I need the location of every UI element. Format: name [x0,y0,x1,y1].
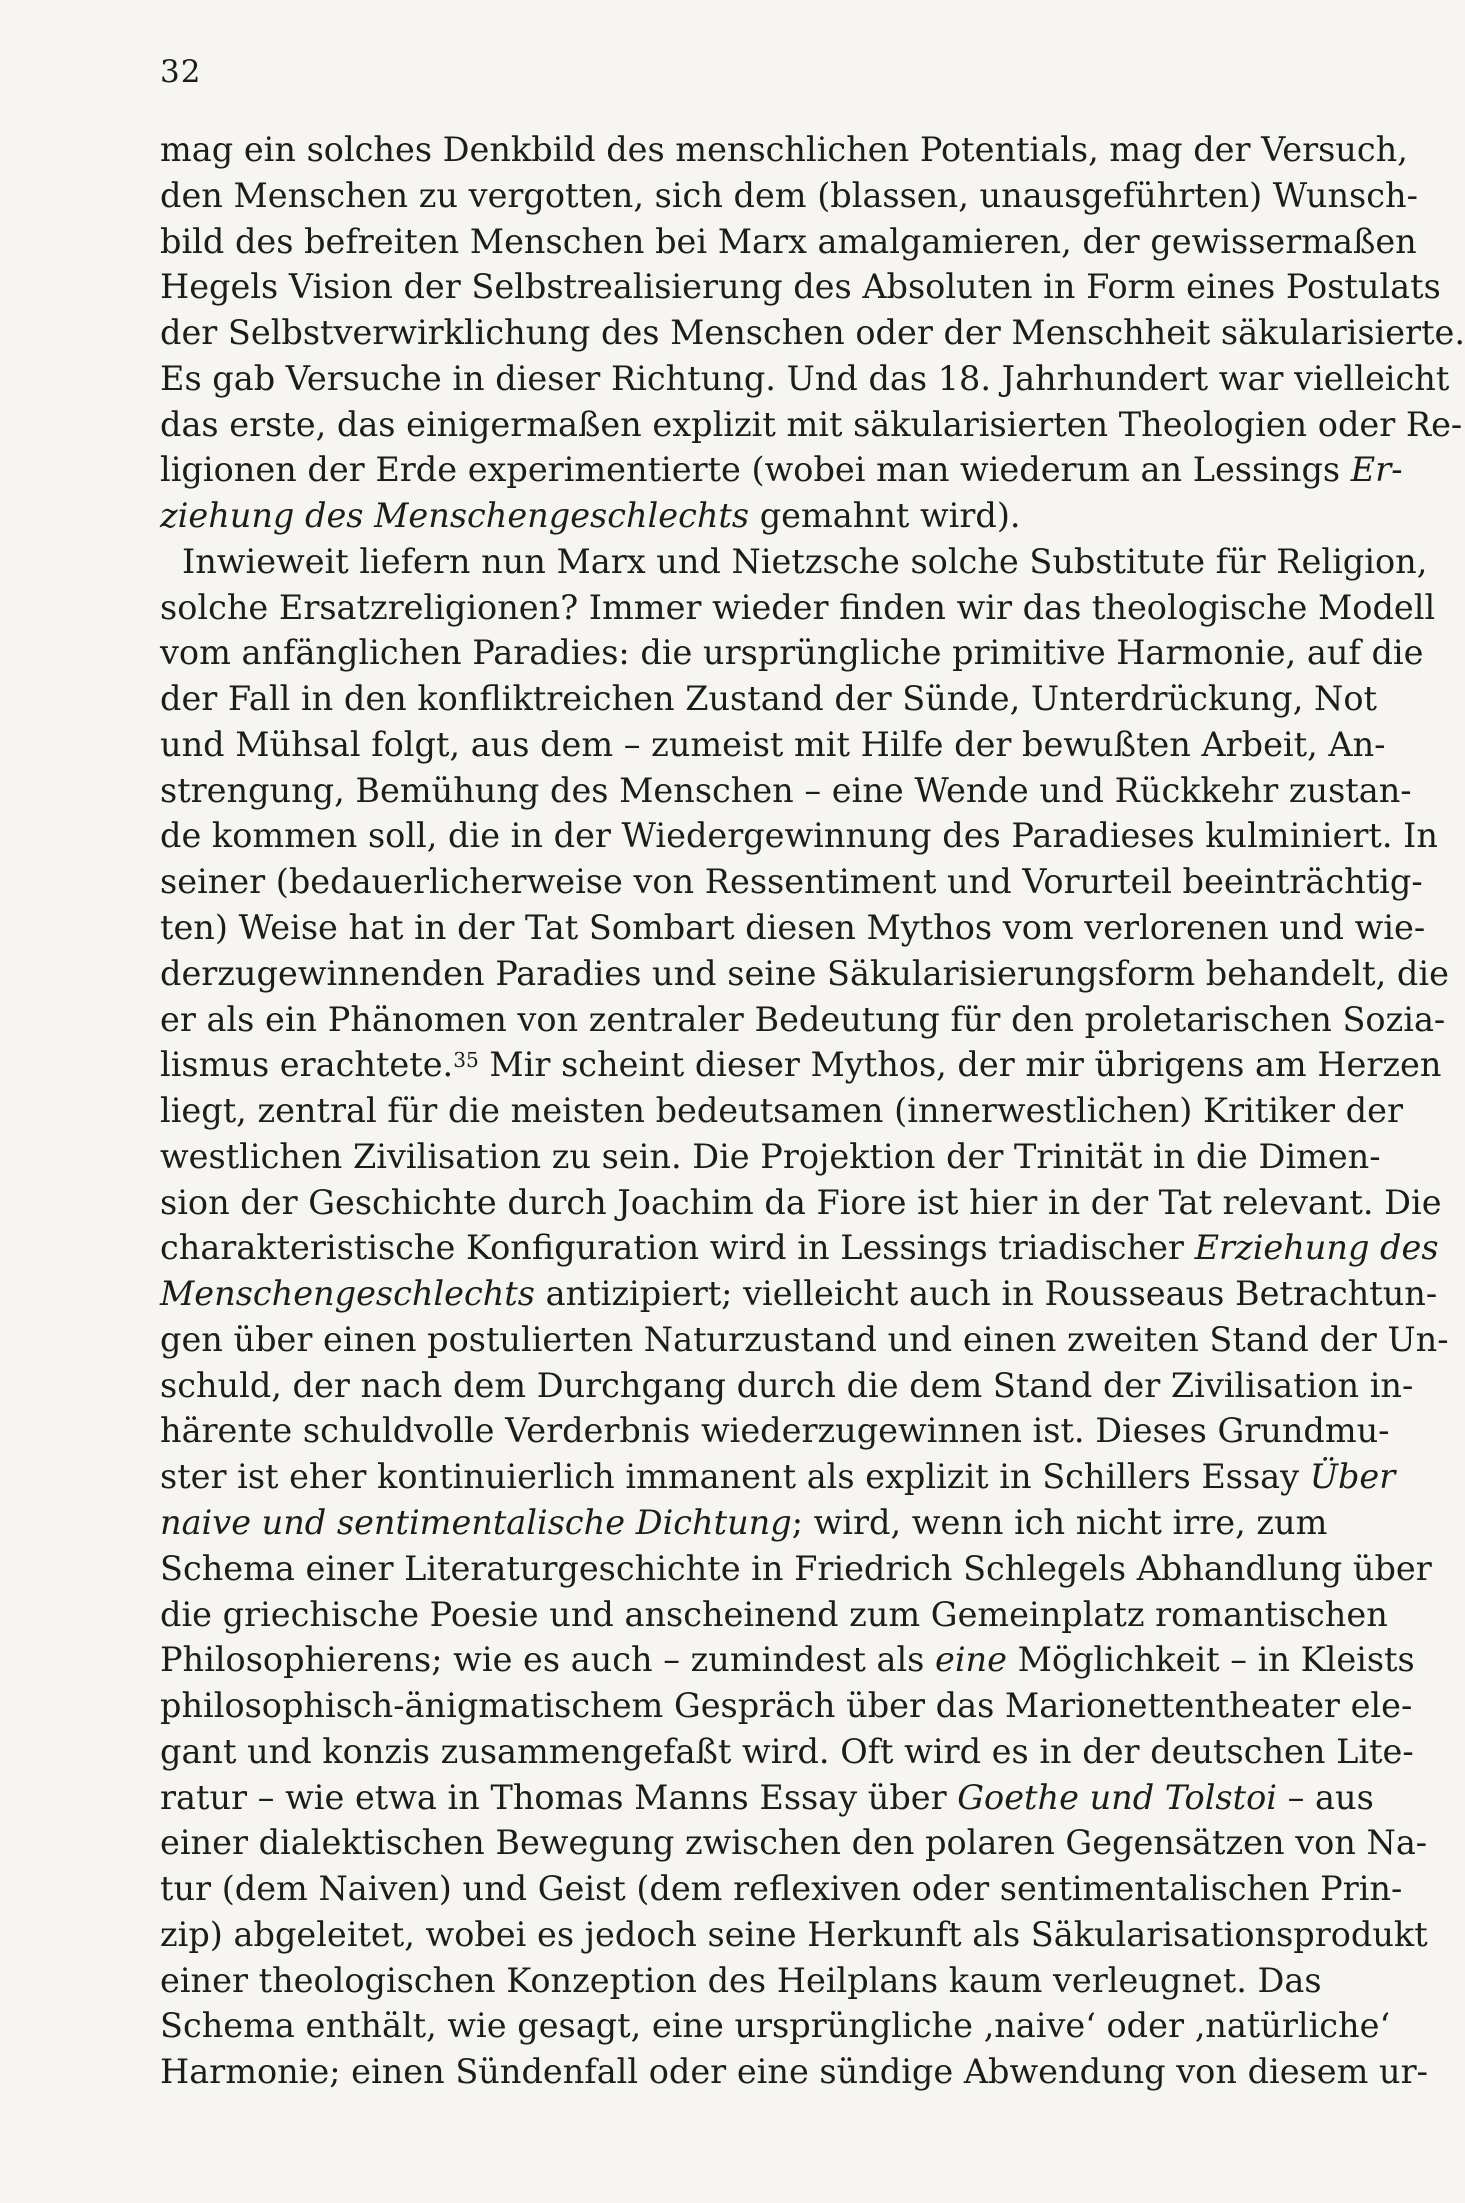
text-line [160,951,1449,997]
text-segment: mag ein solches Denkbild des menschlichen Potentials, mag der Versuch, [160,130,1408,169]
text-segment: ten) Weise hat in der Tat Sombart diesen Mythos vom verlorenen und wie- [160,908,1426,948]
text-line [160,722,1386,768]
text-line [160,539,1428,585]
text-line [160,2003,1391,2049]
text-line [160,1637,1415,1683]
text-segment: solche Ersatzreligionen? Immer wieder finden wir das theologische Modell [160,587,1436,627]
text-line [160,1408,1390,1454]
text-line [160,1363,1414,1409]
text-line [160,1134,1381,1180]
text-segment: den Menschen zu vergotten, sich dem (blassen, unausgeführten) Wunsch- [160,175,1418,215]
text-segment: ster ist eher kontinuierlich immanent als explizit in Schillers Essay [160,1457,1310,1497]
text-line [160,1088,1403,1134]
text-segment: bild des befreiten Menschen bei Marx amalgamieren, der gewissermaßen [160,221,1417,261]
text-line [160,447,1403,493]
text-line [160,1042,1442,1088]
text-segment: und Mühsal folgt, aus dem – zumeist mit Hilfe der bewußten Arbeit, An- [160,724,1386,764]
page-number: 32 [160,54,202,90]
text-segment: liegt, zentral für die meisten bedeutsamen (innerwestlichen) Kritiker der [160,1091,1403,1131]
text-line [160,1180,1442,1226]
text-segment: er als ein Phänomen von zentraler Bedeutung für den proletarischen Sozia- [160,999,1446,1039]
italic-text: Erziehung des [1194,1228,1439,1268]
text-line [160,676,1377,722]
text-segment: – aus [1276,1777,1374,1817]
text-line [160,1271,1438,1317]
text-line [160,173,1418,219]
text-segment: die griechische Poesie und anscheinend zum Gemeinplatz romantischen [160,1594,1388,1634]
text-line [160,2049,1428,2095]
text-segment: gen über einen postulierten Naturzustand und einen zweiten Stand der Un- [160,1319,1449,1359]
text-segment: charakteristische Konfiguration wird in Lessings triadischer [160,1228,1195,1268]
text-segment: vom anfänglichen Paradies: die ursprüngliche primitive Harmonie, auf die [160,633,1424,673]
text-segment: lismus erachtete. [160,1045,454,1085]
text-segment: philosophisch-änigmatischem Gespräch über das Marionettentheater ele- [160,1686,1413,1726]
text-line [160,356,1450,402]
text-segment: seiner (bedauerlicherweise von Ressentiment und Vorurteil beeinträchtig- [160,862,1423,902]
text-line [160,493,1310,539]
text-segment: der Selbstverwirklichung des Menschen oder der Menschheit säkularisierte. [160,313,1465,353]
text-line [160,997,1446,1043]
text-line [160,1454,1396,1500]
text-segment: Philosophierens; wie es auch – zumindest als [160,1640,936,1680]
text-segment: das erste, das einigermaßen explizit mit säkularisierten Theologien oder Re- [160,404,1463,444]
text-segment: ; wird, wenn ich nicht irre, zum [791,1502,1328,1542]
text-line [160,905,1426,951]
text-segment: derzugewinnenden Paradies und seine Säkularisierungsform behandelt, die [160,953,1449,993]
text-line [160,1500,1328,1546]
text-line [160,768,1412,814]
text-segment: der Fall in den konfliktreichen Zustand der Sünde, Unterdrückung, Not [160,679,1377,719]
text-segment: einer dialektischen Bewegung zwischen den polaren Gegensätzen von Na- [160,1823,1428,1863]
text-segment: Hegels Vision der Selbstrealisierung des Absoluten in Form eines Postulats [160,267,1441,307]
text-segment: gant und konzis zusammengefaßt wird. Oft wird es in der deutschen Lite- [160,1731,1414,1771]
text-line [160,1820,1428,1866]
text-segment: Möglichkeit – in Kleists [1006,1640,1415,1680]
text-segment: tur (dem Naiven) und Geist (dem reflexiven oder sentimentalischen Prin- [160,1869,1403,1909]
text-line [160,1592,1388,1638]
text-segment: antizipiert; vielleicht auch in Rousseaus Betrachtun- [534,1274,1438,1314]
text-segment: Es gab Versuche in dieser Richtung. Und das 18. Jahrhundert war vielleicht [160,358,1450,398]
text-line [160,859,1423,905]
text-segment: de kommen soll, die in der Wiedergewinnung des Paradieses kulminiert. In [160,816,1438,856]
text-line [160,1317,1449,1363]
footnote-ref: 35 [453,1048,479,1073]
text-line [160,630,1424,676]
text-segment: Schema enthält, wie gesagt, eine ursprüngliche ‚naive‘ oder ‚natürliche‘ [160,2006,1391,2046]
text-segment: gemahnt wird). [749,496,1021,536]
text-segment: sion der Geschichte durch Joachim da Fiore ist hier in der Tat relevant. Die [160,1182,1442,1222]
text-segment: härente schuldvolle Verderbnis wiederzugewinnen ist. Dieses Grundmu- [160,1411,1390,1451]
text-line [160,1225,1439,1271]
text-segment: strengung, Bemühung des Menschen – eine Wende und Rückkehr zustan- [160,770,1412,810]
text-segment: schuld, der nach dem Durchgang durch die dem Stand der Zivilisation in- [160,1365,1414,1405]
text-line [160,1912,1428,1958]
text-line [160,1775,1374,1821]
text-segment: Mir scheint dieser Mythos, der mir übrigens am Herzen [478,1045,1442,1085]
text-line [160,127,1408,173]
text-segment: zip) abgeleitet, wobei es jedoch seine Herkunft als Säkularisationsprodukt [160,1914,1428,1954]
text-line [160,585,1436,631]
text-line [160,1866,1403,1912]
text-line [160,310,1465,356]
text-line [160,219,1417,265]
text-line [160,264,1441,310]
italic-text: Über [1309,1457,1396,1497]
italic-text: ziehung des Menschengeschlechts [160,496,750,536]
text-segment: Schema einer Literaturgeschichte in Friedrich Schlegels Abhandlung über [160,1548,1432,1588]
italic-text: naive und sentimentalische Dichtung [160,1502,792,1542]
italic-text: Er- [1350,450,1403,490]
text-line [160,1546,1432,1592]
text-line [160,1683,1413,1729]
text-line [160,813,1438,859]
text-segment: westlichen Zivilisation zu sein. Die Projektion der Trinität in die Dimen- [160,1136,1381,1176]
text-segment: einer theologischen Konzeption des Heilplans kaum verleugnet. Das [160,1960,1322,2000]
italic-text: Menschengeschlechts [160,1274,535,1314]
body-text [160,127,1465,2095]
text-segment: ligionen der Erde experimentierte (wobei man wiederum an Lessings [160,450,1351,490]
text-line [160,1729,1414,1775]
text-segment: Harmonie; einen Sündenfall oder eine sündige Abwendung von diesem ur- [160,2052,1428,2092]
text-line [160,402,1463,448]
italic-text: Goethe und Tolstoi [957,1777,1277,1817]
text-line [160,1958,1322,2004]
text-segment: ratur – wie etwa in Thomas Manns Essay über [160,1777,958,1817]
italic-text: eine [935,1640,1007,1680]
text-segment: Inwieweit liefern nun Marx und Nietzsche solche Substitute für Religion, [182,541,1428,581]
